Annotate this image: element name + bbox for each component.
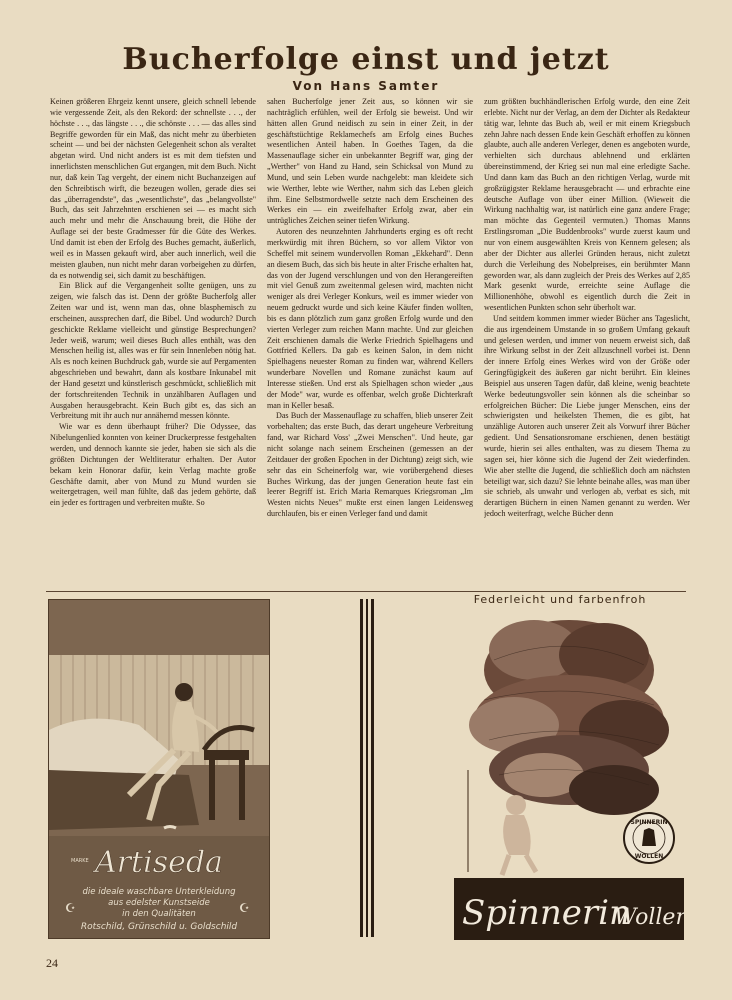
paragraph: Autoren des neunzehnten Jahrhunderts erging es oft recht merkwürdig mit ihren Büchern, so vor allem Viktor von Scheffel mit seinem wundervollen Roman „Ekkehard". Denn an diesem Buch, das sich bis heute in alter Frische erhalten hat, das von der Jugend verschlungen und von den Herangereiften mit viel Genuß zum zweitenmal gelesen wird, machten nicht weniger als drei Verleger Konkurs, weil es immer wieder von neuem gedruckt wurde und sich keine Käufer finden wollten, bis es dann plötzlich zum ganz großen Erfolg wurde und den vierten Verleger zum reichen Mann machte. Und zur gleichen Zeit erschienen damals die Werke Friedrich Spielhagens und Gottfried Kellers. Da gab es keinen Salon, in dem nicht Spielhagens neuester Roman zu finden war, während Kellers wunderbare Novellen und Romane zunächst kaum auf Interesse stießen. Und erst als Spielhagen schon wieder „aus der Mode" war, wurde es offenbar, welch große Dichterkraft man in Keller besaß. — [267, 227, 473, 410]
text-column-1 — [50, 97, 256, 585]
ad-copy-line: die ideale waschbare Unterkleidung — [82, 887, 236, 897]
paragraph: Keinen größeren Ehrgeiz kennt unsere, gleich schnell lebende wie vergessende Zeit, als den Rekord: der schnellste . . ., der höchste . . ., das längste . . ., die schönste . . . — das alles sind Begriffe geworden für ein Maß, das nicht mehr zu überbieten scheint — und bei der nächsten Gelegenheit schon als veraltet abgetan wird. Und nicht anders ist es mit dem tiefsten und innerlichsten menschlichen Gut ergangen, mit dem Buch. Nicht nur, daß kein Tag vergeht, der einem nicht Buchanzeigen auf den Schreibtisch wirft, die bezeugen wollen, gerade dies sei das „überragendste", das „wesentlichste", das „belangvollste" Buch, das seit Jahrzehnten erschienen sei — es macht sich auch mehr und mehr die Anschauung breit, die Höhe der Auflage sei der beste Gradmesser für die Güte des Werkes. Und damit ist eben der Erfolg des Buches gemacht, äußerlich, weil es in Massen gekauft wird, aber auch innerlich, weil die meisten glauben, nun nicht mehr daran vorbeigehen zu dürfen, da es notwendig sei, sich damit zu beschäftigen. — [50, 97, 256, 280]
text-column-2 — [267, 97, 473, 585]
section-divider-line — [46, 591, 686, 592]
crescent-star-icon: ☪ — [239, 901, 250, 915]
yarn-skeins-illustration — [469, 620, 669, 815]
article-byline: Von Hans Samter — [292, 79, 440, 93]
paragraph: Und seitdem kommen immer wieder Bücher ans Tageslicht, die aus irgendeinem Umstande in so großem Umfang gekauft und gelesen werden, und immer von neuem erweist sich, daß ihre Wirkung selbst in der Zeit allzuschnell vorbei ist. Denn der innere Erfolg eines Werkes wird von der Größe oder Geringfügigkeit des äußeren gar nicht berührt. Ein kleines Beispiel aus unseren Tagen dafür, daß kleine, wenig beachtete Werke bedeutungsvoller sein können als die scheinbar so erfolgreichen Bücher: Die Liebe junger Menschen, eins der schwierigsten und heikelsten Themen, die es gibt, hat unzählige Autoren auch unserer Zeit als Vorwurf ihrer Bücher gedient. Und Sensationsromane erschienen, denen bestätigt wurde, hierin sei alles enthalten, was zu diesem Thema zu sagen sei, hier könne sich die Jugend der Zeit wiederfinden. Wie aber stellte die Jugend, die schließlich doch am nächsten beteiligt war, sich dazu? Sie lehnte beinahe alles, was man über sie schrieb, als unwahr und verlogen ab, verbat es sich, mit derartigen Büchern in einen Namen genannt zu werden. Wer jedoch weiterfragt, welche Bücher denn — [484, 313, 690, 519]
article-title: Bucherfolge einst und jetzt — [122, 42, 610, 77]
spinnerin-brand-text: Spinnerin — [462, 893, 631, 933]
cherub-figure-illustration — [502, 795, 536, 875]
paragraph: Wie war es denn überhaupt früher? Die Odyssee, das Nibelungenlied konnten von keiner Druckerpresse festgehalten werden, und dennoch kannte sie jeder, haben sie sich als die größten Dichtungen der Weltliteratur erhalten. Der Autor bekam kein Honorar dafür, kein Verlag machte große Geschäfte damit, aber von Mund zu Mund wurden sie weitergetragen, weil man fühlte, daß das jedem gehörte, daß ein jeder es forttragen und verbreiten mußte. So — [50, 422, 256, 508]
brand-mark-text: MARKE — [71, 858, 89, 864]
paragraph: Das Buch der Massenauflage zu schaffen, blieb unserer Zeit vorbehalten; das erste Buch, das derart ungeheure Verbreitung fand, war Richard Voss' „Zwei Menschen". Und heute, gar nicht solange nach seinem Erscheinen (gemessen an der Zeitdauer der großen Epochen in der Dichtung) zeigt sich, wie sehr das ein Scheinerfolg war, wie vorübergehend dieses Buches Wirkung, das der jungen Generation heute fast ein leerer Begriff ist. Erich Maria Remarques Kriegsroman „Im Westen nichts Neues" mußte erst einen langen Leidensweg durchlaufen, bis er einen Verleger fand und damit — [267, 411, 473, 519]
spinnerin-advertisement — [454, 610, 684, 940]
paragraph: zum größten buchhändlerischen Erfolg wurde, den eine Zeit erlebte. Nicht nur der Verlag, an dem der Dichter als Redakteur tätig war, lehnte das Buch ab, weil er mit einem Kriegsbuch zehn Jahre nach dessen Ende kein Geschäft erhoffen zu können glaubte, auch alle anderen Verleger, denen es angeboten wurde, verhielten sich durchaus ablehnend und erklärten übereinstimmend, der Krieg sei nun mal eine erledigte Sache. Und dann kam das Buch an den richtigen Verlag, wurde mit großzügigster Reklame herausgebracht — und erbrachte eine deutsche Auflage von über einer Million. (Wieweit die Wirkung nachhaltig war, ist natürlich eine ganz andere Frage; man möchte das Gegenteil vermuten.) Thomas Manns Erstlingsroman „Die Buddenbrooks" wurde zuerst kaum und nur von einem ausgewählten Kreis von Kennern gelesen; als aber der Dichter aus allerlei Gründen heraus, nicht zuletzt durch die Verleihung des Nobelpreises, ein berühmter Mann geworden war, als dann zugleich der Preis des Werkes auf 2,85 Mark gesenkt wurde, erreichte seine Auflage die Millionenhöhe, obwohl es eigentlich durch die Zeit in wesentlichen Punkten schon sehr überholt war. — [484, 97, 690, 313]
vertical-ornamental-divider — [360, 599, 374, 937]
page-number: 24 — [46, 956, 58, 970]
spinnerin-illustration — [454, 610, 684, 940]
artiseda-illustration — [49, 600, 269, 938]
spinnerin-tagline: Federleicht und farbenfroh — [473, 593, 647, 606]
ad-copy-line: aus edelster Kunstseide — [108, 898, 210, 908]
text-column-3 — [484, 97, 690, 585]
seal-top-text: SPINNERIN — [630, 819, 668, 826]
ad-copy-line: Rotschild, Grünschild u. Goldschild — [80, 922, 238, 932]
seal-bottom-text: WOLLEN — [634, 853, 664, 860]
paragraph: Ein Blick auf die Vergangenheit sollte genügen, uns zu zeigen, wie falsch das ist. Denn der größte Bucherfolg aller Zeiten war und ist, wenn man das, ohne blasphemisch zu erscheinen, aussprechen darf, die Bibel. Und wodurch? Durch geschickte Reklame vielleicht und günstige Besprechungen? Jeder weiß, warum; weil dieses Buch alles enthält, was den Menschen heilig ist, alles was er für sein Innenleben nötig hat. Als es noch keinen Buchdruck gab, wurde sie auf Pergamenten abgeschrieben und bewahrt, dann als kostbare Inkunabel mit der Hand gesetzt und künstlerisch geschmückt, schließlich mit der fortschreitenden Technik in unzählbaren Auflagen und Ausgaben herausgebracht. Kein Buch gibt es, das sich an Verbreitung mit ihr auch nur annähernd messen könnte. — [50, 281, 256, 421]
spinnerin-seal-logo — [624, 813, 674, 863]
article-body — [50, 97, 690, 585]
wollen-brand-text: Wollen — [614, 905, 684, 930]
ad-copy-line: in den Qualitäten — [122, 909, 196, 919]
artiseda-advertisement — [48, 599, 270, 939]
paragraph: sahen Bucherfolge jener Zeit aus, so können wir sie nachträglich erfühlen, weil der Erfolg sie beweist. Und wir hätten allen Grund neidisch zu sein in einer Zeit, in der geschäftstüchtige Reklamechefs am Erfolg eines Buches wesentlichen Anteil haben. In Goethes Tagen, da die Massenauflage sicher ein unbekannter Begriff war, ging der „Werther" von Hand zu Hand, sein Schicksal von Mund zu Mund, und sein Leben wurde nachgelebt: man kleidete sich wie Werther, lebte wie Werther, nahm sich das Leben gleich ihm. Eine Selbstmordwelle setzte nach dem Erscheinen des Werkes ein — ein zweifelhafter Erfolg zwar, aber ein untrügliches Zeichen seiner tiefen Wirkung. — [267, 97, 473, 226]
crescent-star-icon: ☪ — [65, 901, 76, 915]
artiseda-logo-text: Artiseda — [95, 845, 223, 880]
